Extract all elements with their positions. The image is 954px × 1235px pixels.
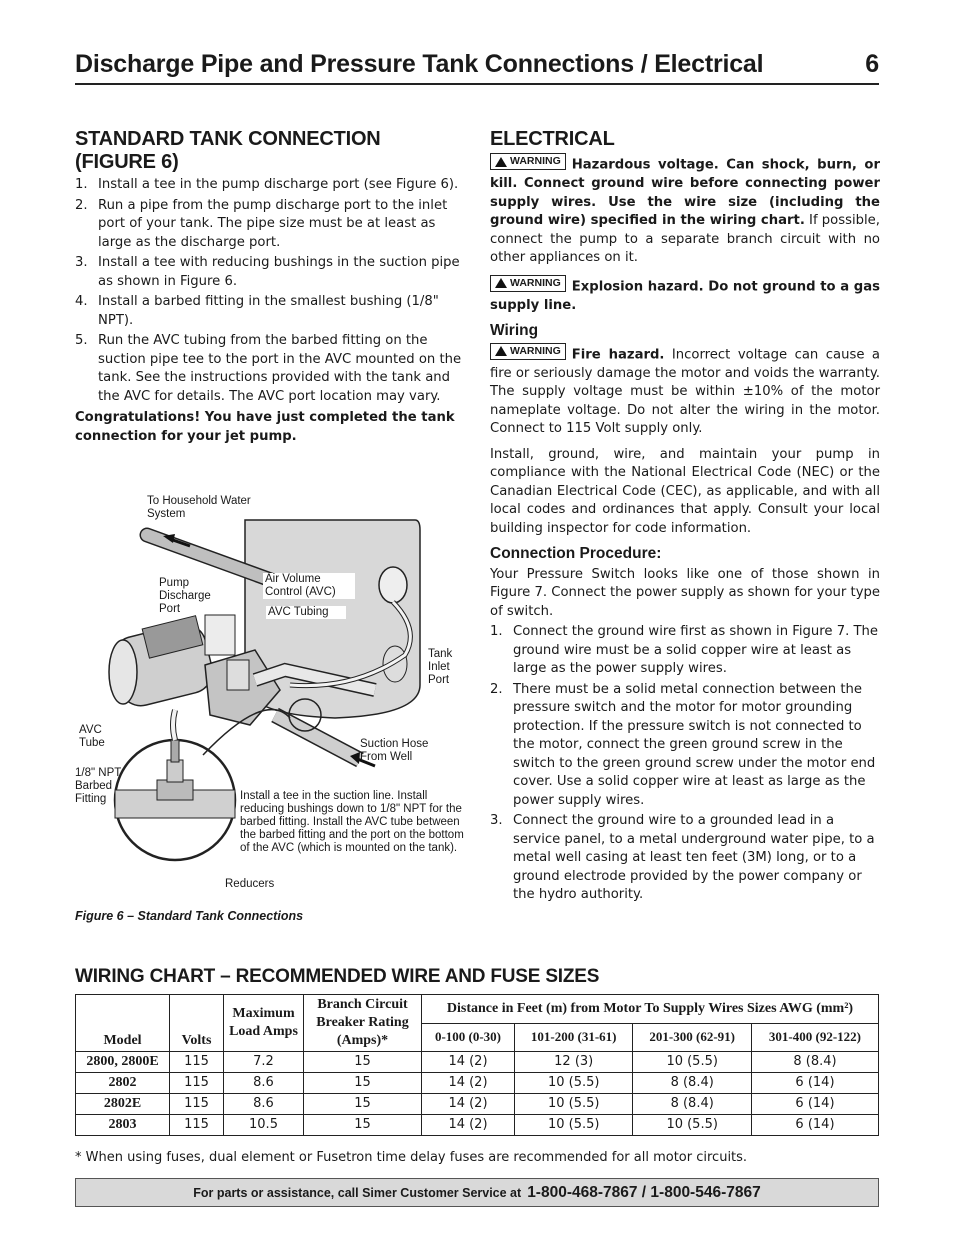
step-text: Connect the ground wire first as shown in Figure 7. The ground wire must be a solid copper wire at least as large as the power supply wires. [513,624,878,676]
step-text: There must be a solid metal connection between the pressure switch and the motor for motor grounding protection. If the pressure switch is not connected to the motor, connect the green ground screw in the switch to the green ground screw under the motor end cover. Use a solid copper wire at least as large as the power supply wires. [513,681,876,808]
warning-explosion-bold: Explosion hazard. Do not ground to a gas supply line. [490,279,880,313]
warning-triangle-icon [495,157,507,167]
step-text: Install a barbed fitting in the smallest bushing (1/8" NPT). [98,294,439,328]
wiring-chart-table [75,994,879,1136]
col-header-model: Model [76,995,170,1052]
connection-steps-list [490,623,880,905]
footer-phone: 1-800-468-7867 / 1-800-546-7867 [527,1183,761,1201]
cell-distance: 14 (2) [422,1073,515,1094]
cell-distance: 6 (14) [751,1073,878,1094]
col-header-max-load: Maximum Load Amps [224,995,304,1052]
col-header-breaker: Branch Circuit Breaker Rating (Amps)* [304,995,422,1052]
cell-volts: 115 [170,1094,224,1115]
step-text: Install a tee with reducing bushings in the suction pipe as shown in Figure 6. [98,255,460,289]
cell-volts: 115 [170,1115,224,1136]
wiring-chart-title: WIRING CHART – RECOMMENDED WIRE AND FUSE SIZES [75,966,600,987]
electrical-section [490,128,880,907]
cell-distance: 6 (14) [751,1115,878,1136]
warning-fire-bold: Fire hazard. [571,347,665,362]
page-title-text: Discharge Pipe and Pressure Tank Connections / Electrical [75,50,764,78]
cell-distance: 10 (5.5) [633,1052,751,1073]
cell-distance: 14 (2) [422,1052,515,1073]
cell-distance: 10 (5.5) [514,1094,632,1115]
cell-distance: 10 (5.5) [633,1115,751,1136]
cell-distance: 12 (3) [514,1052,632,1073]
cell-distance: 8 (8.4) [633,1073,751,1094]
electrical-heading: ELECTRICAL [490,128,615,150]
label-household: To Household Water System [147,495,251,520]
warning-voltage [490,153,880,268]
list-item [490,623,880,679]
warning-badge-label: WARNING [510,276,561,289]
col-header-range: 201-300 (62-91) [633,1023,751,1052]
step-number: 2. [490,681,503,697]
list-item [75,332,465,406]
cell-model: 2800, 2800E [76,1052,170,1073]
cell-model: 2802E [76,1094,170,1115]
label-discharge-port: Pump Discharge Port [159,577,211,615]
cell-amps: 10.5 [224,1115,304,1136]
step-text: Install a tee in the pump discharge port (see Figure 6). [98,177,459,192]
label-avc-tubing: AVC Tubing [266,606,346,619]
list-item [75,254,465,291]
cell-distance: 10 (5.5) [514,1073,632,1094]
avc-shape [379,567,407,603]
cell-model: 2802 [76,1073,170,1094]
warning-voltage-bold: Hazardous voltage. Can shock, burn, or kill. Connect ground wire before connecting power supply wires. Use the wire size (including the ground wire) specified in the wiring chart. [490,157,880,228]
page-number: 6 [865,50,879,78]
label-avc-tube: AVC Tube [79,724,105,749]
label-reducers: Reducers [225,878,275,890]
table-row [76,1094,879,1115]
warning-voltage-text: If possible, connect the pump to a separate branch circuit with no other appliances on it. [490,213,880,265]
label-suction-hose: Suction Hose From Well [360,738,429,763]
figure-caption: Figure 6 – Standard Tank Connections [75,909,304,923]
step-number: 1. [490,624,503,639]
tank-connection-heading: STANDARD TANK CONNECTION (FIGURE 6) [75,128,381,173]
step-number: 3. [75,255,88,270]
list-item [75,197,465,253]
label-avc: Air Volume Control (AVC) [263,573,355,599]
table-row [76,1115,879,1136]
connection-heading: Connection Procedure: [490,545,662,562]
step-number: 2. [75,197,88,213]
cell-volts: 115 [170,1052,224,1073]
step-number: 3. [490,813,503,828]
cell-amps: 8.6 [224,1073,304,1094]
wiring-heading: Wiring [490,322,539,339]
warning-badge [490,343,566,360]
label-tank-inlet: Tank Inlet Port [428,648,453,686]
warning-triangle-icon [495,278,507,288]
warning-fire [490,343,880,439]
label-barbed-fitting: 1/8" NPT Barbed Fitting [75,767,122,805]
cell-distance: 8 (8.4) [751,1052,878,1073]
list-item [490,812,880,905]
cell-distance: 14 (2) [422,1094,515,1115]
col-header-range: 301-400 (92-122) [751,1023,878,1052]
cell-amps: 7.2 [224,1052,304,1073]
table-row [76,1073,879,1094]
tank-steps-list [75,176,465,406]
step-number: 4. [75,294,88,309]
list-item [75,176,465,195]
list-item [490,681,880,811]
list-item [75,293,465,330]
cell-breaker: 15 [304,1094,422,1115]
cell-distance: 10 (5.5) [514,1115,632,1136]
step-text: Run the AVC tubing from the barbed fitting on the suction pipe tee to the port in the AVC mounted on the tank. See the instructions provided with the tank and the AVC for details. The AVC port location may vary. [98,333,462,404]
col-header-distance: Distance in Feet (m) from Motor To Supply Wires Sizes AWG (mm²) [422,995,879,1024]
fuse-footnote: * When using fuses, dual element or Fusetron time delay fuses are recommended for all motor circuits. [75,1150,748,1165]
cell-volts: 115 [170,1073,224,1094]
cell-breaker: 15 [304,1052,422,1073]
install-paragraph: Install, ground, wire, and maintain your pump in compliance with the National Electrical Code (NEC) or the Canadian Electrical Code (CEC), as applicable, and with all local codes and ordinances that apply. Consult your local building inspector for code information. [490,446,880,536]
cell-model: 2803 [76,1115,170,1136]
congrats-text: Congratulations! You have just completed the tank connection for your jet pump. [75,410,455,444]
figure-6 [75,490,465,910]
col-header-range: 0-100 (0-30) [422,1023,515,1052]
cell-breaker: 15 [304,1115,422,1136]
page-title [75,50,879,85]
warning-badge [490,275,566,292]
cell-amps: 8.6 [224,1094,304,1115]
connection-intro: Your Pressure Switch looks like one of those shown in Figure 7. Connect the power supply as shown for your type of switch. [490,566,880,619]
step-text: Run a pipe from the pump discharge port to the inlet port of your tank. The pipe size must be at least as large as the discharge port. [98,197,448,250]
cell-distance: 8 (8.4) [633,1094,751,1115]
col-header-range: 101-200 (31-61) [514,1023,632,1052]
footer-text: For parts or assistance, call Simer Customer Service at [193,1185,522,1200]
footer-bar [75,1178,879,1207]
warning-fire-text: Incorrect voltage can cause a fire or seriously damage the motor and voids the warranty. The supply voltage must be within ±10% of the motor nameplate voltage. Do not alter the wiring in the motor. Connect to 115 Volt supply only. [490,347,880,436]
cell-breaker: 15 [304,1073,422,1094]
warning-badge [490,153,566,170]
step-number: 1. [75,177,88,192]
warning-explosion [490,275,880,316]
tank-connection-section [75,128,465,446]
table-row [76,1052,879,1073]
cell-distance: 6 (14) [751,1094,878,1115]
label-install-note: Install a tee in the suction line. Install reducing bushings down to 1/8" NPT for the barbed fitting. Install the AVC tube between the barbed fitting and the port on the bottom of the AVC (which is mounted on the tank). [240,790,464,854]
cell-distance: 14 (2) [422,1115,515,1136]
col-header-volts: Volts [170,995,224,1052]
warning-badge-label: WARNING [510,344,561,357]
warning-badge-label: WARNING [510,155,561,168]
step-number: 5. [75,333,88,348]
warning-triangle-icon [495,346,507,356]
step-text: Connect the ground wire to a grounded lead in a service panel, to a metal underground water pipe, to a metal well casing at least ten feet (3M) long, or to a ground electrode provided by the power company or the hydro authority. [513,813,875,902]
